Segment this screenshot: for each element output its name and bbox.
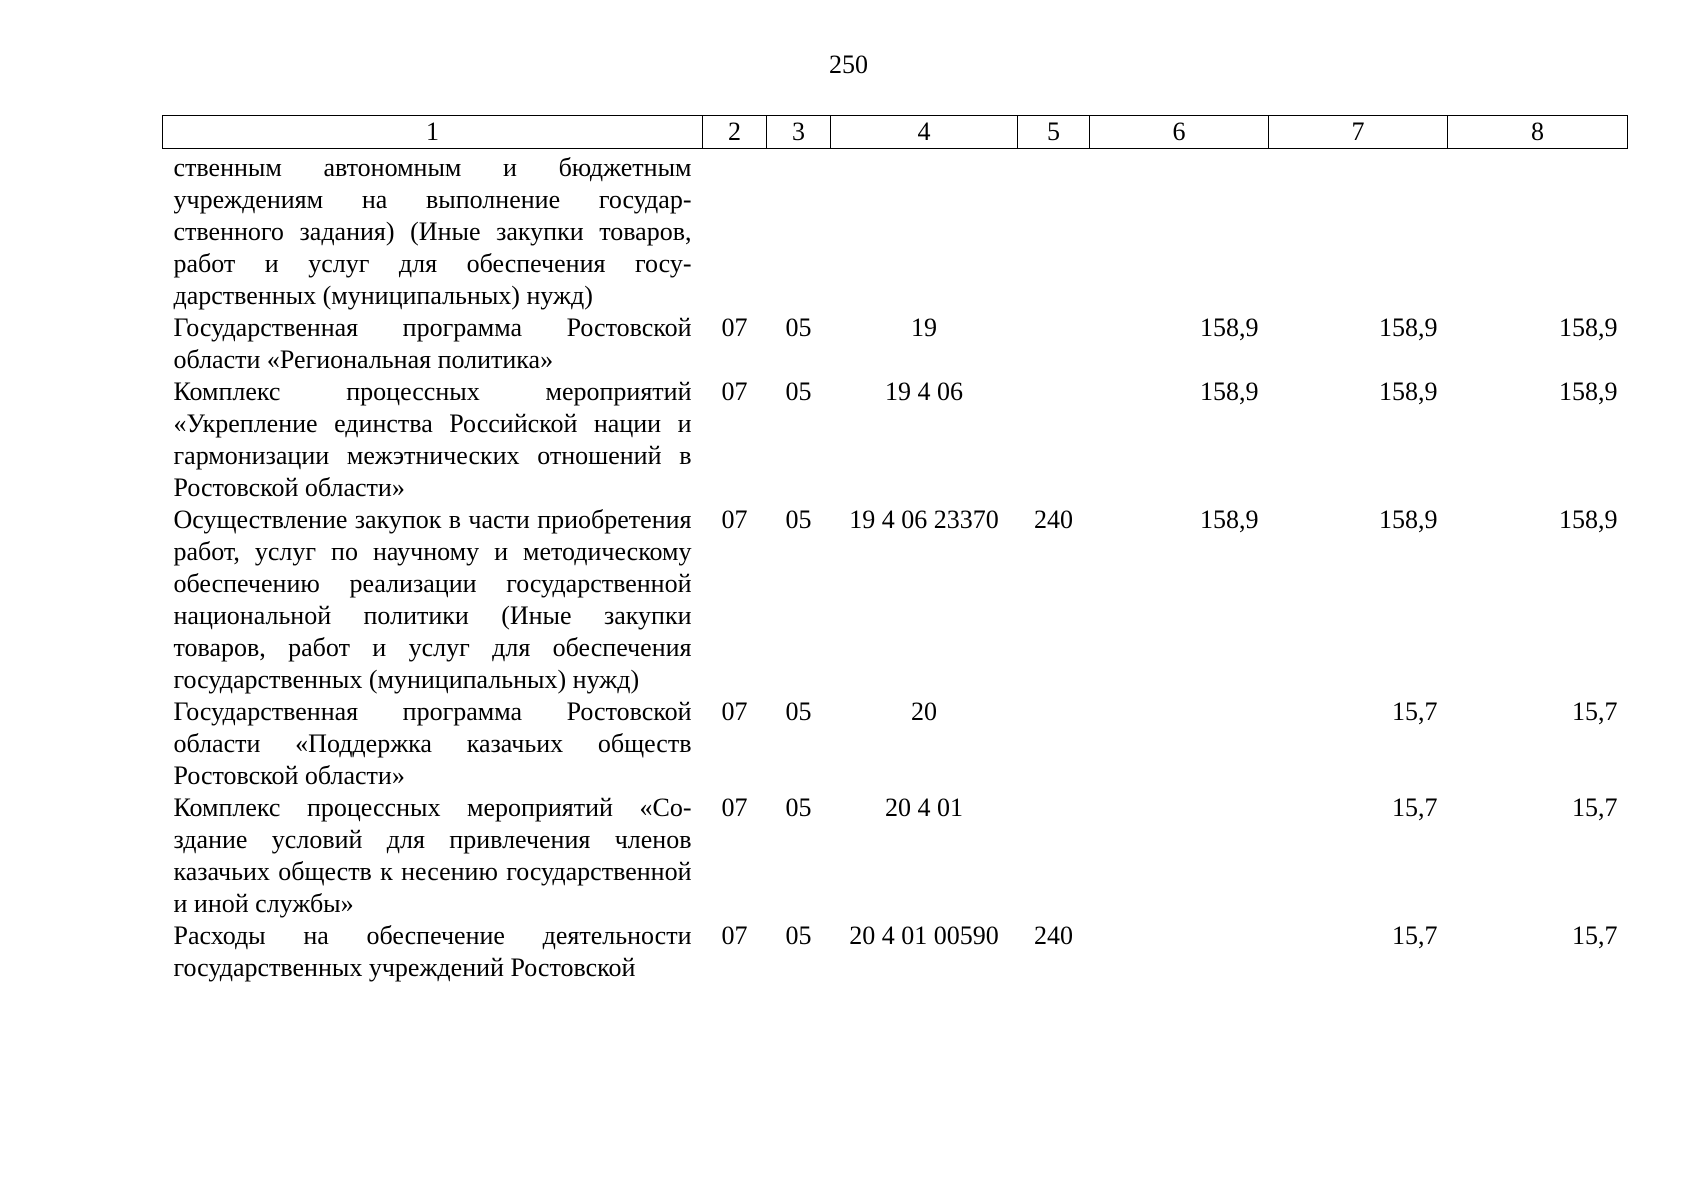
table-row — [163, 696, 1628, 792]
row-name: Осуществление закупок в части приобретения работ, услуг по научному и методическому обеспечению реализации государственной национальной политики (Иные закупки товаров, работ и услуг для обеспечения государственных (муниципальных) нужд) — [173, 505, 692, 694]
row-amount-col7: 15,7 — [1392, 921, 1438, 950]
row-subsection: 05 — [785, 921, 812, 950]
row-name: Государственная программа Ростовской области «Поддержка казачьих обществ Ростовской области» — [173, 697, 692, 790]
row-name: Государственная программа Ростовской области «Региональная политика» — [173, 313, 692, 374]
row-name: Комплекс процессных мероприятий «Создание условий для привлечения членов казачьих обществ к несению государственной и иной службы» — [173, 793, 692, 918]
table-row — [163, 312, 1628, 376]
row-target-code — [831, 149, 1018, 313]
row-section: 07 — [721, 505, 748, 534]
row-amount-col8: 158,9 — [1559, 313, 1618, 342]
row-section: 07 — [721, 313, 748, 342]
row-target-code: 19 4 06 — [885, 377, 963, 406]
row-amount-col7: 158,9 — [1379, 313, 1438, 342]
row-name: ственным автономным и бюджетным учреждениям на выполнение государственного задания) (Иные закупки товаров, работ и услуг для обеспечения государственных (муниципальных) нужд) — [173, 153, 692, 310]
row-amount-col8: 15,7 — [1572, 793, 1618, 822]
row-amount-col6: 158,9 — [1200, 377, 1259, 406]
table-row — [163, 376, 1628, 504]
row-expense-type: 240 — [1034, 505, 1073, 534]
row-section: 07 — [721, 793, 748, 822]
table-row — [163, 792, 1628, 920]
column-header-8: 8 — [1448, 116, 1628, 149]
row-expense-type — [1018, 149, 1090, 313]
table-row — [163, 920, 1628, 984]
column-header-5: 5 — [1018, 116, 1090, 149]
table-row — [163, 149, 1628, 313]
row-expense-type — [1018, 376, 1090, 504]
row-amount-col6 — [1090, 920, 1269, 984]
column-header-6: 6 — [1090, 116, 1269, 149]
row-amount-col6: 158,9 — [1200, 505, 1259, 534]
row-subsection — [767, 149, 831, 313]
row-subsection: 05 — [785, 697, 812, 726]
row-amount-col6 — [1090, 696, 1269, 792]
row-amount-col8: 158,9 — [1559, 377, 1618, 406]
row-expense-type: 240 — [1034, 921, 1073, 950]
row-amount-col7: 158,9 — [1379, 505, 1438, 534]
column-header-4: 4 — [831, 116, 1018, 149]
row-section: 07 — [721, 377, 748, 406]
row-expense-type — [1018, 312, 1090, 376]
row-name: Комплекс процессных мероприятий «Укрепление единства Российской нации и гармонизации межэтнических отношений в Ростовской области» — [173, 377, 692, 502]
row-expense-type — [1018, 792, 1090, 920]
row-amount-col7: 15,7 — [1392, 697, 1438, 726]
column-header-2: 2 — [703, 116, 767, 149]
header-row — [163, 116, 1628, 149]
row-section — [703, 149, 767, 313]
row-subsection: 05 — [785, 377, 812, 406]
row-subsection: 05 — [785, 313, 812, 342]
column-header-3: 3 — [767, 116, 831, 149]
row-section: 07 — [721, 697, 748, 726]
budget-table — [162, 115, 1628, 984]
row-target-code: 20 — [911, 697, 937, 726]
row-amount-col6: 158,9 — [1200, 313, 1259, 342]
row-target-code: 19 — [911, 313, 937, 342]
column-header-1: 1 — [163, 116, 703, 149]
row-subsection: 05 — [785, 793, 812, 822]
page-number: 250 — [829, 50, 868, 79]
row-amount-col6 — [1090, 149, 1269, 313]
row-amount-col6 — [1090, 792, 1269, 920]
row-subsection: 05 — [785, 505, 812, 534]
row-amount-col7: 15,7 — [1392, 793, 1438, 822]
row-name: Расходы на обеспечение деятельности государственных учреждений Ростовской — [173, 921, 692, 982]
row-amount-col7 — [1269, 149, 1448, 313]
row-section: 07 — [721, 921, 748, 950]
row-expense-type — [1018, 696, 1090, 792]
row-amount-col8: 158,9 — [1559, 505, 1618, 534]
column-header-7: 7 — [1269, 116, 1448, 149]
row-amount-col8: 15,7 — [1572, 921, 1618, 950]
row-amount-col8: 15,7 — [1572, 697, 1618, 726]
row-amount-col8 — [1448, 149, 1628, 313]
row-amount-col7: 158,9 — [1379, 377, 1438, 406]
table-row — [163, 504, 1628, 696]
row-target-code: 19 4 06 23370 — [849, 505, 999, 534]
row-target-code: 20 4 01 — [885, 793, 963, 822]
row-target-code: 20 4 01 00590 — [849, 921, 999, 950]
